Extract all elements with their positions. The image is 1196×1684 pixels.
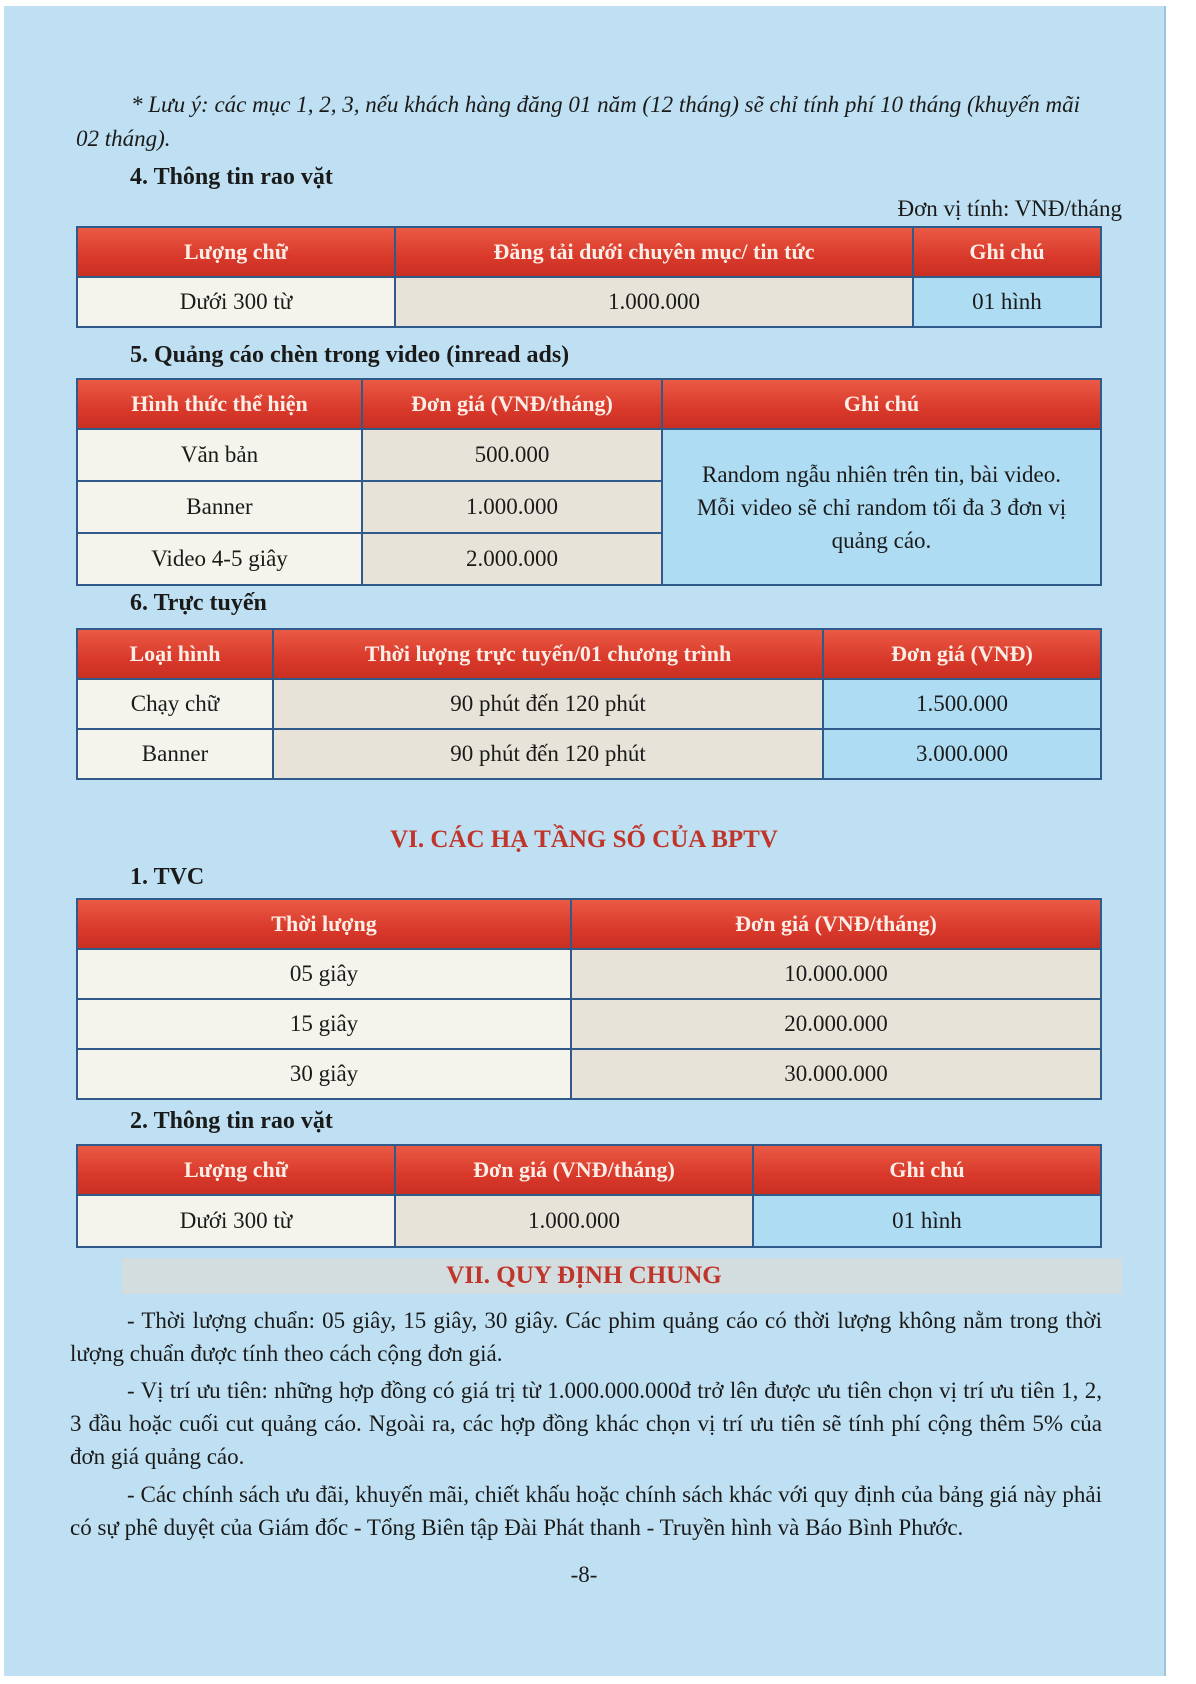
- cell-duration: 30 giây: [77, 1049, 571, 1099]
- cell-format: Video 4-5 giây: [77, 533, 362, 585]
- header-duration: Thời lượng: [77, 899, 571, 949]
- cell-price: 1.500.000: [823, 679, 1101, 729]
- classified-ads-title-2: 2. Thông tin rao vặt: [130, 1108, 333, 1134]
- classified-ads-table: [76, 226, 1102, 328]
- cell-word-count: Dưới 300 từ: [77, 277, 395, 327]
- cell-format: Văn bản: [77, 429, 362, 481]
- cell-note: 01 hình: [913, 277, 1101, 327]
- cell-price: 500.000: [362, 429, 662, 481]
- cell-type: Chạy chữ: [77, 679, 273, 729]
- cell-price: 2.000.000: [362, 533, 662, 585]
- cell-price: 1.000.000: [395, 277, 913, 327]
- inread-ads-table: [76, 378, 1102, 586]
- cell-word-count: Dưới 300 từ: [77, 1195, 395, 1247]
- cell-price: 30.000.000: [571, 1049, 1101, 1099]
- page-number: -8-: [570, 1562, 598, 1587]
- document-page: [4, 6, 1166, 1676]
- unit-label: Đơn vị tính: VNĐ/tháng: [897, 196, 1122, 221]
- header-note: Ghi chú: [753, 1145, 1101, 1195]
- cell-price: 10.000.000: [571, 949, 1101, 999]
- header-note: Ghi chú: [913, 227, 1101, 277]
- cell-format: Banner: [77, 481, 362, 533]
- cell-price: 3.000.000: [823, 729, 1101, 779]
- section-6-title: 6. Trực tuyến: [130, 590, 267, 616]
- live-stream-table: [76, 628, 1102, 780]
- header-posting: Đăng tải dưới chuyên mục/ tin tức: [395, 227, 913, 277]
- header-format: Hình thức thể hiện: [77, 379, 362, 429]
- header-unit-price: Đơn giá (VNĐ/tháng): [362, 379, 662, 429]
- cell-price: 20.000.000: [571, 999, 1101, 1049]
- section-4-title: 4. Thông tin rao vặt: [130, 164, 333, 190]
- rule-paragraph: - Các chính sách ưu đãi, khuyến mãi, chiết khấu hoặc chính sách khác với quy định của bảng giá này phải có sự phê duyệt của Giám đốc - Tổng Biên tập Đài Phát thanh - Truyền hình và Báo Bình Phước.: [70, 1482, 1102, 1540]
- cell-duration: 15 giây: [77, 999, 571, 1049]
- classified-ads-table-2: [76, 1144, 1102, 1248]
- cell-price: 1.000.000: [395, 1195, 753, 1247]
- section-vi-title: VI. CÁC HẠ TẦNG SỐ CỦA BPTV: [390, 826, 778, 853]
- cell-note: 01 hình: [753, 1195, 1101, 1247]
- cell-duration: 90 phút đến 120 phút: [273, 679, 823, 729]
- cell-price: 1.000.000: [362, 481, 662, 533]
- section-5-title: 5. Quảng cáo chèn trong video (inread ads): [130, 342, 570, 368]
- tvc-table: [76, 898, 1102, 1100]
- section-vii-title: VII. QUY ĐỊNH CHUNG: [446, 1262, 722, 1289]
- cell-duration: 90 phút đến 120 phút: [273, 729, 823, 779]
- header-unit-price: Đơn giá (VNĐ/tháng): [571, 899, 1101, 949]
- header-word-count: Lượng chữ: [77, 1145, 395, 1195]
- header-note: Ghi chú: [662, 379, 1101, 429]
- rule-paragraph: - Vị trí ưu tiên: những hợp đồng có giá trị từ 1.000.000.000đ trở lên được ưu tiên chọn vị trí ưu tiên 1, 2, 3 đầu hoặc cuối cut quảng cáo. Ngoài ra, các hợp đồng khác chọn vị trí ưu tiên sẽ tính phí cộng thêm 5% của đơn giá quảng cáo.: [70, 1378, 1102, 1469]
- header-unit-price: Đơn giá (VNĐ/tháng): [395, 1145, 753, 1195]
- rule-paragraph: - Thời lượng chuẩn: 05 giây, 15 giây, 30 giây. Các phim quảng cáo có thời lượng không nằm trong thời lượng chuẩn được tính theo cách cộng đơn giá.: [70, 1308, 1102, 1366]
- header-type: Loại hình: [77, 629, 273, 679]
- cell-duration: 05 giây: [77, 949, 571, 999]
- cell-random-note: Random ngẫu nhiên trên tin, bài video. Mỗi video sẽ chỉ random tối đa 3 đơn vị quảng cáo.: [662, 429, 1101, 585]
- tvc-title: 1. TVC: [130, 864, 205, 890]
- header-price: Đơn giá (VNĐ): [823, 629, 1101, 679]
- header-word-count: Lượng chữ: [77, 227, 395, 277]
- promotion-note: * Lưu ý: các mục 1, 2, 3, nếu khách hàng đăng 01 năm (12 tháng) sẽ chỉ tính phí 10 tháng (khuyến mãi 02 tháng).: [76, 92, 1080, 151]
- cell-type: Banner: [77, 729, 273, 779]
- header-duration: Thời lượng trực tuyến/01 chương trình: [273, 629, 823, 679]
